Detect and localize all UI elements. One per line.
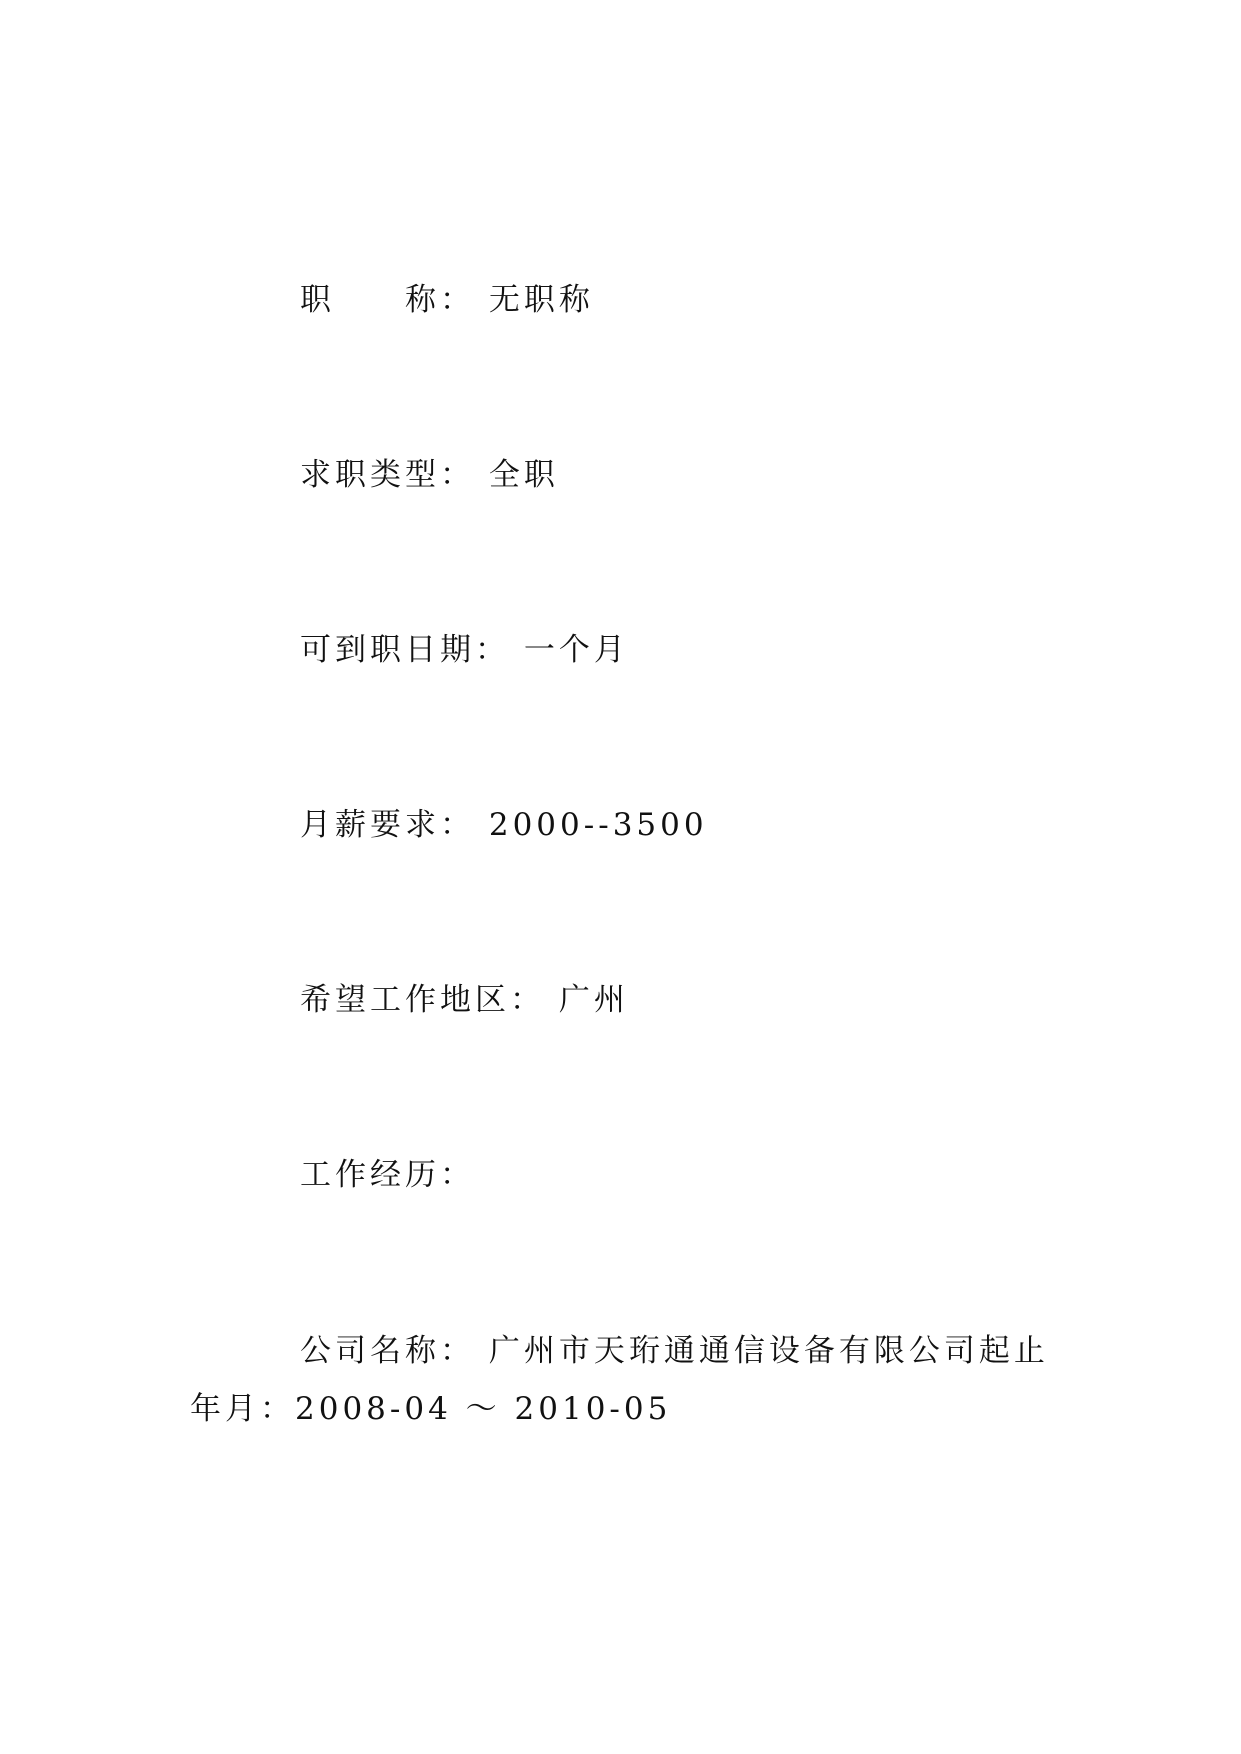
title-label: 职 称： bbox=[300, 282, 475, 318]
experience-heading bbox=[300, 1155, 475, 1195]
available-date-value: 一个月 bbox=[523, 632, 629, 668]
available-date-row bbox=[300, 630, 629, 670]
title-row bbox=[300, 280, 594, 320]
experience-label: 工作经历： bbox=[300, 1157, 475, 1193]
company-value: 广州市天珩通通信设备有限公司 bbox=[488, 1333, 979, 1369]
region-row bbox=[300, 980, 629, 1020]
region-value: 广州 bbox=[558, 982, 629, 1018]
job-type-value: 全职 bbox=[488, 457, 559, 493]
salary-value: 2000--3500 bbox=[488, 807, 708, 843]
period-value: 2008-04 ～ 2010-05 bbox=[295, 1391, 672, 1427]
job-type-row bbox=[300, 455, 559, 495]
title-value: 无职称 bbox=[488, 282, 594, 318]
company-label: 公司名称： bbox=[300, 1333, 475, 1369]
experience-entry bbox=[190, 1322, 1060, 1438]
salary-label: 月薪要求： bbox=[300, 807, 475, 843]
job-type-label: 求职类型： bbox=[300, 457, 475, 493]
salary-row bbox=[300, 805, 708, 845]
region-label: 希望工作地区： bbox=[300, 982, 545, 1018]
period-label: 起止年月： bbox=[190, 1333, 1049, 1427]
available-date-label: 可到职日期： bbox=[300, 632, 510, 668]
